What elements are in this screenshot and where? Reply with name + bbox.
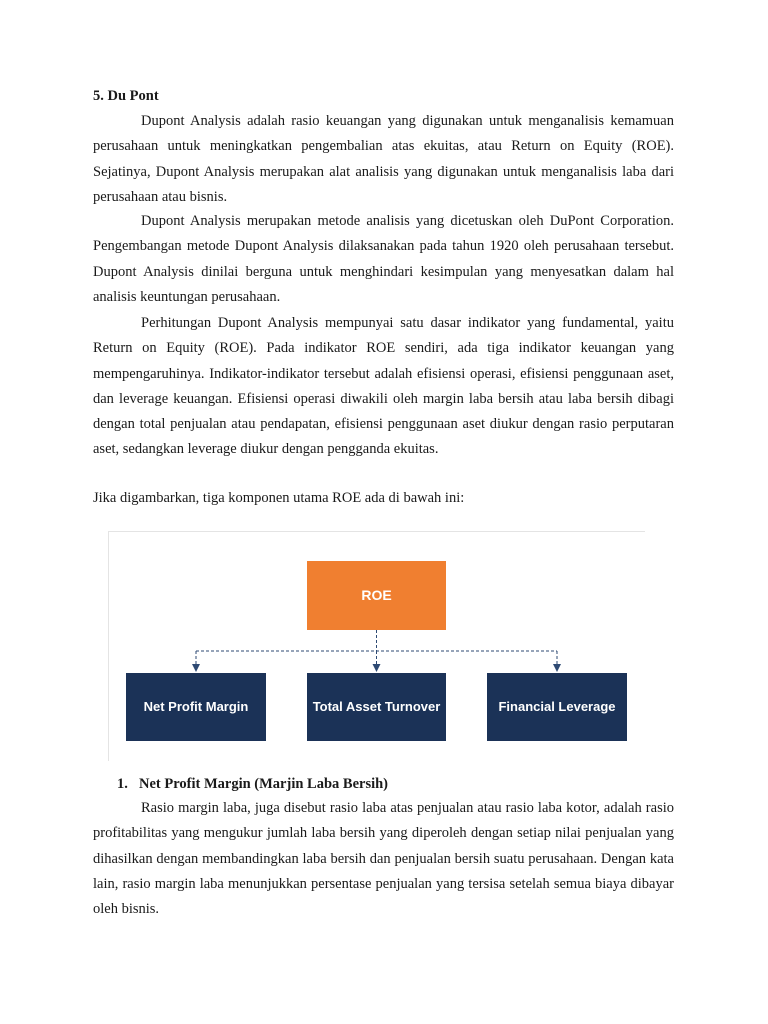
paragraph-definition: Dupont Analysis adalah rasio keuangan yang digunakan untuk menganalisis kemamuan perusahaan untuk meningkatkan pengembalian atas ekuitas, atau Return on Equity (ROE). Sejatinya, Dupont Analysis merupakan alat analisis yang digunakan untuk menganalisis laba dari perusahaan atau bisnis. bbox=[93, 113, 674, 205]
diagram-child-label-2: Total Asset Turnover bbox=[312, 699, 441, 714]
paragraph-intro: Jika digambarkan, tiga komponen utama ROE ada di bawah ini: bbox=[93, 490, 465, 506]
paragraph-history: Dupont Analysis merupakan metode analisis yang dicetuskan oleh DuPont Corporation. Pengembangan metode Dupont Analysis dilaksanakan pada tahun 1920 oleh perusahaan tersebut. Dupont Analysis dinilai berguna untuk menghindari kesimpulan yang menyesatkan dalam hal analisis keuntungan perusahaan. bbox=[93, 213, 674, 305]
subsection-number: 1. bbox=[117, 776, 128, 792]
section-heading: 5. Du Pont bbox=[93, 88, 159, 104]
roe-diagram bbox=[108, 531, 645, 761]
paragraph-calculation: Perhitungan Dupont Analysis mempunyai satu dasar indikator yang fundamental, yaitu Return on Equity (ROE). Pada indikator ROE sendiri, ada tiga indikator keuangan yang mempengaruhinya. Indikator-indikator tersebut adalah efisiensi operasi, efisiensi penggunaan aset, dan leverage keuangan. Efisiensi operasi diwakili oleh margin laba bersih atau laba bersih dibagi dengan total penjualan atau pendapatan, efisiensi penggunaan aset diukur dengan rasio perputaran aset, sedangkan leverage diukur dengan pengganda ekuitas. bbox=[93, 315, 674, 458]
paragraph-net-profit-margin: Rasio margin laba, juga disebut rasio laba atas penjualan atau rasio laba kotor, adalah rasio profitabilitas yang mengukur jumlah laba bersih yang diperoleh dengan setiap nilai penjualan yang dihasilkan dengan membandingkan laba bersih dan penjualan bersih suatu perusahaan. Dengan kata lain, rasio margin laba menunjukkan persentase penjualan yang tersisa setelah semua biaya dibayar oleh bisnis. bbox=[93, 800, 674, 918]
roe-diagram-svg bbox=[109, 532, 645, 761]
subsection-title: Net Profit Margin (Marjin Laba Bersih) bbox=[139, 776, 389, 792]
subsection-heading bbox=[117, 774, 388, 795]
diagram-root-label: ROE bbox=[361, 587, 392, 603]
diagram-child-label-3: Financial Leverage bbox=[498, 699, 616, 714]
diagram-child-label-1: Net Profit Margin bbox=[143, 699, 249, 714]
